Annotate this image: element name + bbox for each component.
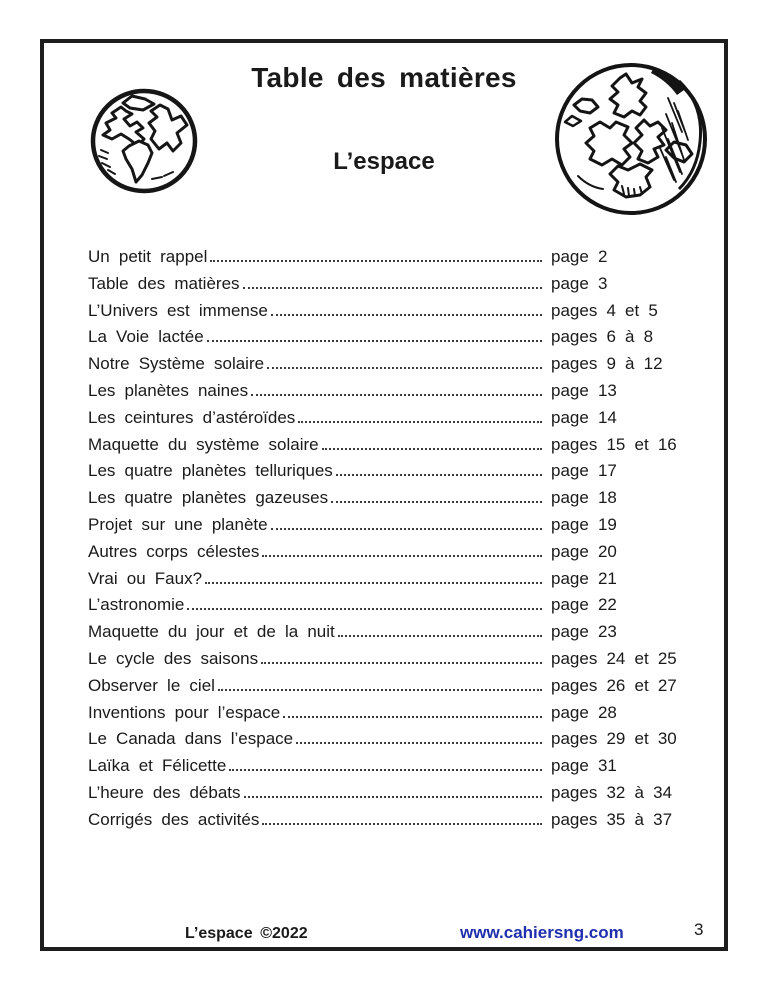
toc-entry bbox=[88, 488, 689, 515]
dotted-leader bbox=[218, 689, 542, 691]
toc-entry bbox=[88, 569, 689, 596]
page-subtitle: L’espace bbox=[333, 148, 435, 175]
toc-entry-label: La Voie lactée bbox=[88, 327, 204, 347]
dotted-leader bbox=[338, 635, 542, 637]
toc-entry bbox=[88, 703, 689, 730]
toc-entry bbox=[88, 381, 689, 408]
toc-entry-label: Vrai ou Faux? bbox=[88, 568, 203, 588]
toc-entry-page: pages 15 et 16 bbox=[551, 434, 677, 454]
dotted-leader bbox=[322, 448, 542, 450]
toc-entry-page: pages 26 et 27 bbox=[551, 675, 677, 695]
toc-entry bbox=[88, 408, 689, 435]
toc-entry-page: page 2 bbox=[551, 247, 608, 266]
toc-entry-page: page 23 bbox=[551, 622, 617, 642]
toc-entry bbox=[88, 327, 689, 354]
toc-entry-page: page 28 bbox=[551, 702, 617, 722]
toc-entry-page: pages 9 à 12 bbox=[551, 354, 663, 374]
toc-entry-page: page 19 bbox=[551, 514, 617, 534]
toc-entry bbox=[88, 461, 689, 488]
toc-entry-label: Laïka et Félicette bbox=[88, 756, 227, 776]
dotted-leader bbox=[271, 528, 542, 530]
page-number: 3 bbox=[694, 920, 704, 939]
toc-entry-label: Inventions pour l’espace bbox=[88, 702, 281, 722]
dotted-leader bbox=[187, 608, 542, 610]
toc-entry bbox=[88, 595, 689, 622]
toc-entry-page: pages 32 à 34 bbox=[551, 782, 673, 802]
toc-entry-page: page 17 bbox=[551, 461, 617, 481]
toc-entry-page: pages 6 à 8 bbox=[551, 327, 654, 347]
dotted-leader bbox=[229, 769, 542, 771]
toc-entry bbox=[88, 247, 689, 274]
toc-entry bbox=[88, 676, 689, 703]
toc-entry-page: pages 24 et 25 bbox=[551, 648, 677, 668]
toc-entry-label: Autres corps célestes bbox=[88, 541, 260, 561]
toc-entry-label: Les planètes naines bbox=[88, 380, 249, 400]
dotted-leader bbox=[298, 421, 542, 423]
toc-entry-label: Les ceintures d’astéroïdes bbox=[88, 407, 296, 427]
page-title: Table des matières bbox=[251, 62, 517, 93]
toc-entry-page: page 3 bbox=[551, 273, 608, 293]
toc-entry-page: page 22 bbox=[551, 595, 617, 615]
toc-entry-page: page 14 bbox=[551, 407, 617, 427]
toc-entry-label: L’astronomie bbox=[88, 595, 185, 615]
toc-entry bbox=[88, 274, 689, 301]
toc-entry-page: pages 4 et 5 bbox=[551, 300, 658, 320]
dotted-leader bbox=[336, 474, 542, 476]
earth-globe-icon bbox=[88, 86, 200, 201]
toc-entry-label: Maquette du système solaire bbox=[88, 434, 319, 454]
dotted-leader bbox=[244, 796, 542, 798]
footer-website-link[interactable]: www.cahiersng.com bbox=[460, 923, 624, 942]
dotted-leader bbox=[205, 582, 542, 584]
dotted-leader bbox=[262, 555, 542, 557]
toc-entry bbox=[88, 435, 689, 462]
toc-entry-label: Corrigés des activités bbox=[88, 809, 260, 829]
toc-entry-page: pages 35 à 37 bbox=[551, 809, 673, 829]
toc-entry-page: page 13 bbox=[551, 380, 617, 400]
toc-entry-page: page 20 bbox=[551, 541, 617, 561]
toc-entry bbox=[88, 354, 689, 381]
toc-entry-page: page 18 bbox=[551, 488, 617, 508]
toc-entry bbox=[88, 756, 689, 783]
toc-entry-page: page 21 bbox=[551, 568, 617, 588]
toc-entry bbox=[88, 810, 689, 837]
toc-entry bbox=[88, 301, 689, 328]
toc-entry-label: Les quatre planètes gazeuses bbox=[88, 488, 329, 508]
toc-entry-label: Table des matières bbox=[88, 273, 240, 293]
toc-entry-label: Un petit rappel bbox=[88, 247, 208, 266]
toc-entry-label: Les quatre planètes telluriques bbox=[88, 461, 333, 481]
dotted-leader bbox=[267, 367, 542, 369]
toc-entry-page: page 31 bbox=[551, 756, 617, 776]
toc-entry-label: Maquette du jour et de la nuit bbox=[88, 622, 335, 642]
dotted-leader bbox=[243, 287, 542, 289]
dotted-leader bbox=[262, 823, 542, 825]
toc-entry-label: Observer le ciel bbox=[88, 675, 215, 695]
toc-entry bbox=[88, 783, 689, 810]
toc-list bbox=[88, 247, 689, 837]
dotted-leader bbox=[271, 314, 542, 316]
planet-icon bbox=[548, 58, 714, 225]
toc-entry bbox=[88, 729, 689, 756]
dotted-leader bbox=[251, 394, 542, 396]
toc-entry-label: L’heure des débats bbox=[88, 782, 241, 802]
dotted-leader bbox=[331, 501, 542, 503]
dotted-leader bbox=[261, 662, 542, 664]
dotted-leader bbox=[296, 742, 542, 744]
toc-entry-label: Le cycle des saisons bbox=[88, 648, 259, 668]
toc-entry bbox=[88, 542, 689, 569]
toc-entry bbox=[88, 515, 689, 542]
footer-copyright: L’espace ©2022 bbox=[185, 925, 308, 942]
dotted-leader bbox=[210, 260, 542, 262]
dotted-leader bbox=[207, 340, 542, 342]
toc-entry-label: L’Univers est immense bbox=[88, 300, 268, 320]
toc-entry bbox=[88, 649, 689, 676]
toc-entry-page: pages 29 et 30 bbox=[551, 729, 677, 749]
toc-entry-label: Notre Système solaire bbox=[88, 354, 265, 374]
toc-entry-label: Projet sur une planète bbox=[88, 514, 268, 534]
toc-entry-label: Le Canada dans l’espace bbox=[88, 729, 294, 749]
dotted-leader bbox=[283, 716, 542, 718]
toc-entry bbox=[88, 622, 689, 649]
